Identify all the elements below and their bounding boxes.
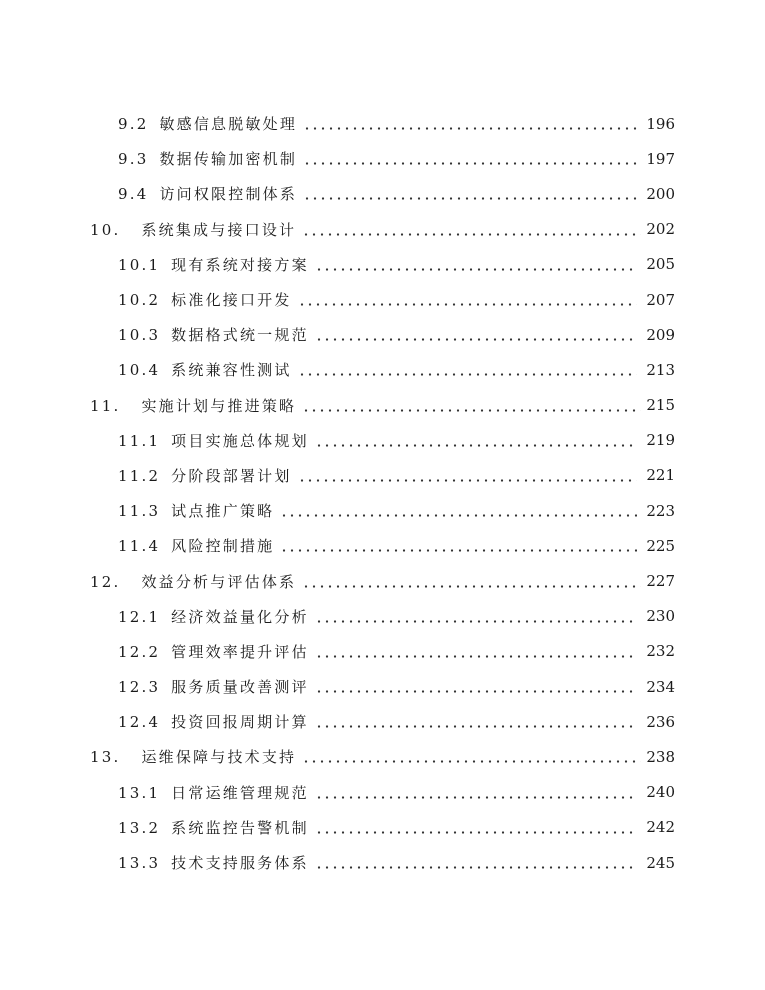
toc-entry-label [118,183,297,204]
toc-entry-number: 12.2 [118,642,161,661]
toc-entry-page: 197 [646,149,675,168]
toc-entry-label [118,324,309,345]
toc-entry-number: 12. [90,572,121,591]
toc-entry-label [118,113,297,134]
dot-leader [315,796,637,799]
toc-entry-page: 236 [646,712,675,731]
toc-entry-page: 234 [646,677,675,696]
toc-entry-label [118,289,292,310]
dot-leader [303,197,637,200]
toc-entry-title: 管理效率提升评估 [171,642,309,661]
dot-leader [280,514,637,517]
toc-entry-title: 数据格式统一规范 [171,326,309,345]
dot-leader [298,479,637,482]
toc-entry-title: 投资回报周期计算 [171,713,309,732]
dot-leader [280,549,637,552]
toc-entry-number: 12.3 [118,678,161,697]
toc-entry-title: 现有系统对接方案 [171,255,309,274]
toc-entry-number: 12.4 [118,713,161,732]
toc-entry-page: 238 [646,747,675,766]
toc-entry-title: 日常运维管理规范 [171,783,309,802]
toc-entry[interactable] [0,493,765,528]
toc-entry-title: 服务质量改善测评 [171,678,309,697]
dot-leader [315,725,637,728]
toc-entry-title: 试点推广策略 [171,502,275,521]
toc-entry-title: 分阶段部署计划 [171,466,292,485]
toc-chapter-entry[interactable] [0,739,765,774]
toc-entry-number: 10.1 [118,255,161,274]
toc-entry-number: 11. [90,396,121,415]
toc-chapter-entry[interactable] [0,388,765,423]
toc-entry-page: 242 [646,818,675,837]
toc-entry[interactable] [0,634,765,669]
toc-entry-label [90,395,296,416]
toc-entry-page: 205 [646,255,675,274]
toc-entry-page: 227 [646,572,675,591]
toc-entry-label [118,782,309,803]
dot-leader [315,831,637,834]
toc-entry[interactable] [0,599,765,634]
toc-entry-title: 经济效益量化分析 [171,607,309,626]
toc-entry-number: 11.3 [118,502,161,521]
toc-entry-title: 标准化接口开发 [171,291,292,310]
toc-entry-number: 10. [90,220,121,239]
toc-entry-title: 风险控制措施 [171,537,275,556]
dot-leader [298,303,637,306]
toc-entry-page: 200 [646,184,675,203]
toc-entry-page: 223 [646,501,675,520]
toc-entry[interactable] [0,247,765,282]
dot-leader [315,444,637,447]
toc-entry[interactable] [0,423,765,458]
toc-entry-label [118,676,309,697]
toc-entry-title: 实施计划与推进策略 [141,396,297,415]
toc-entry-page: 245 [646,853,675,872]
toc-entry-page: 240 [646,783,675,802]
dot-leader [315,620,637,623]
toc-entry-label [118,254,309,275]
toc-entry-number: 13.2 [118,818,161,837]
toc-entry-label [118,711,309,732]
toc-entry-label [118,535,274,556]
toc-chapter-entry[interactable] [0,563,765,598]
toc-entry[interactable] [0,669,765,704]
dot-leader [302,760,641,763]
toc-entry[interactable] [0,528,765,563]
toc-entry-number: 10.2 [118,291,161,310]
dot-leader [315,268,637,271]
toc-entry-number: 11.1 [118,431,161,450]
toc-entry-title: 访问权限控制体系 [159,185,298,204]
toc-entry-label [118,430,309,451]
toc-entry[interactable] [0,141,765,176]
dot-leader [302,409,641,412]
toc-entry-label [118,641,309,662]
toc-entry-label [118,359,292,380]
toc-entry-title: 系统集成与接口设计 [141,220,297,239]
toc-entry-number: 9.4 [118,185,149,204]
toc-entry-title: 项目实施总体规划 [171,431,309,450]
toc-entry[interactable] [0,845,765,880]
toc-entry-title: 敏感信息脱敏处理 [159,115,298,134]
toc-entry-number: 9.3 [118,150,149,169]
dot-leader [303,162,637,165]
toc-entry[interactable] [0,282,765,317]
toc-entry-number: 13.1 [118,783,161,802]
toc-entry[interactable] [0,352,765,387]
toc-entry-label [118,852,309,873]
toc-entry-page: 232 [646,642,675,661]
toc-entry-page: 213 [646,360,675,379]
toc-entry-title: 系统监控告警机制 [171,818,309,837]
dot-leader [315,690,637,693]
dot-leader [315,866,637,869]
toc-entry-page: 221 [646,466,675,485]
toc-entry-title: 系统兼容性测试 [171,361,292,380]
toc-entry-label [118,148,297,169]
toc-entry[interactable] [0,317,765,352]
toc-entry-page: 225 [646,536,675,555]
dot-leader [302,233,641,236]
toc-entry-number: 13.3 [118,854,161,873]
toc-entry-page: 207 [646,290,675,309]
toc-entry-label [118,817,309,838]
dot-leader [303,127,637,130]
toc-entry-label [90,571,296,592]
toc-entry-number: 11.4 [118,537,161,556]
toc-entry-label [90,746,296,767]
toc-entry-title: 效益分析与评估体系 [141,572,297,591]
toc-entry-label [118,606,309,627]
toc-entry[interactable] [0,704,765,739]
toc-entry-title: 数据传输加密机制 [159,150,298,169]
toc-entry-number: 11.2 [118,466,161,485]
toc-entry-number: 12.1 [118,607,161,626]
toc-entry[interactable] [0,176,765,211]
toc-entry[interactable] [0,458,765,493]
toc-entry-label [90,219,296,240]
toc-entry-label [118,465,292,486]
toc-entry[interactable] [0,106,765,141]
toc-entry[interactable] [0,810,765,845]
toc-entry-page: 230 [646,607,675,626]
toc-entry-title: 技术支持服务体系 [171,854,309,873]
table-of-contents [0,106,765,880]
toc-entry-page: 219 [646,431,675,450]
dot-leader [315,338,637,341]
toc-entry-page: 209 [646,325,675,344]
dot-leader [315,655,637,658]
toc-chapter-entry[interactable] [0,212,765,247]
toc-entry-label [118,500,274,521]
toc-entry-title: 运维保障与技术支持 [141,748,297,767]
toc-entry-page: 215 [646,396,675,415]
toc-entry-number: 10.4 [118,361,161,380]
toc-entry-page: 202 [646,220,675,239]
toc-entry-number: 13. [90,748,121,767]
toc-entry-number: 9.2 [118,115,149,134]
dot-leader [298,373,637,376]
toc-entry-number: 10.3 [118,326,161,345]
toc-entry-page: 196 [646,114,675,133]
toc-entry[interactable] [0,775,765,810]
dot-leader [302,585,641,588]
